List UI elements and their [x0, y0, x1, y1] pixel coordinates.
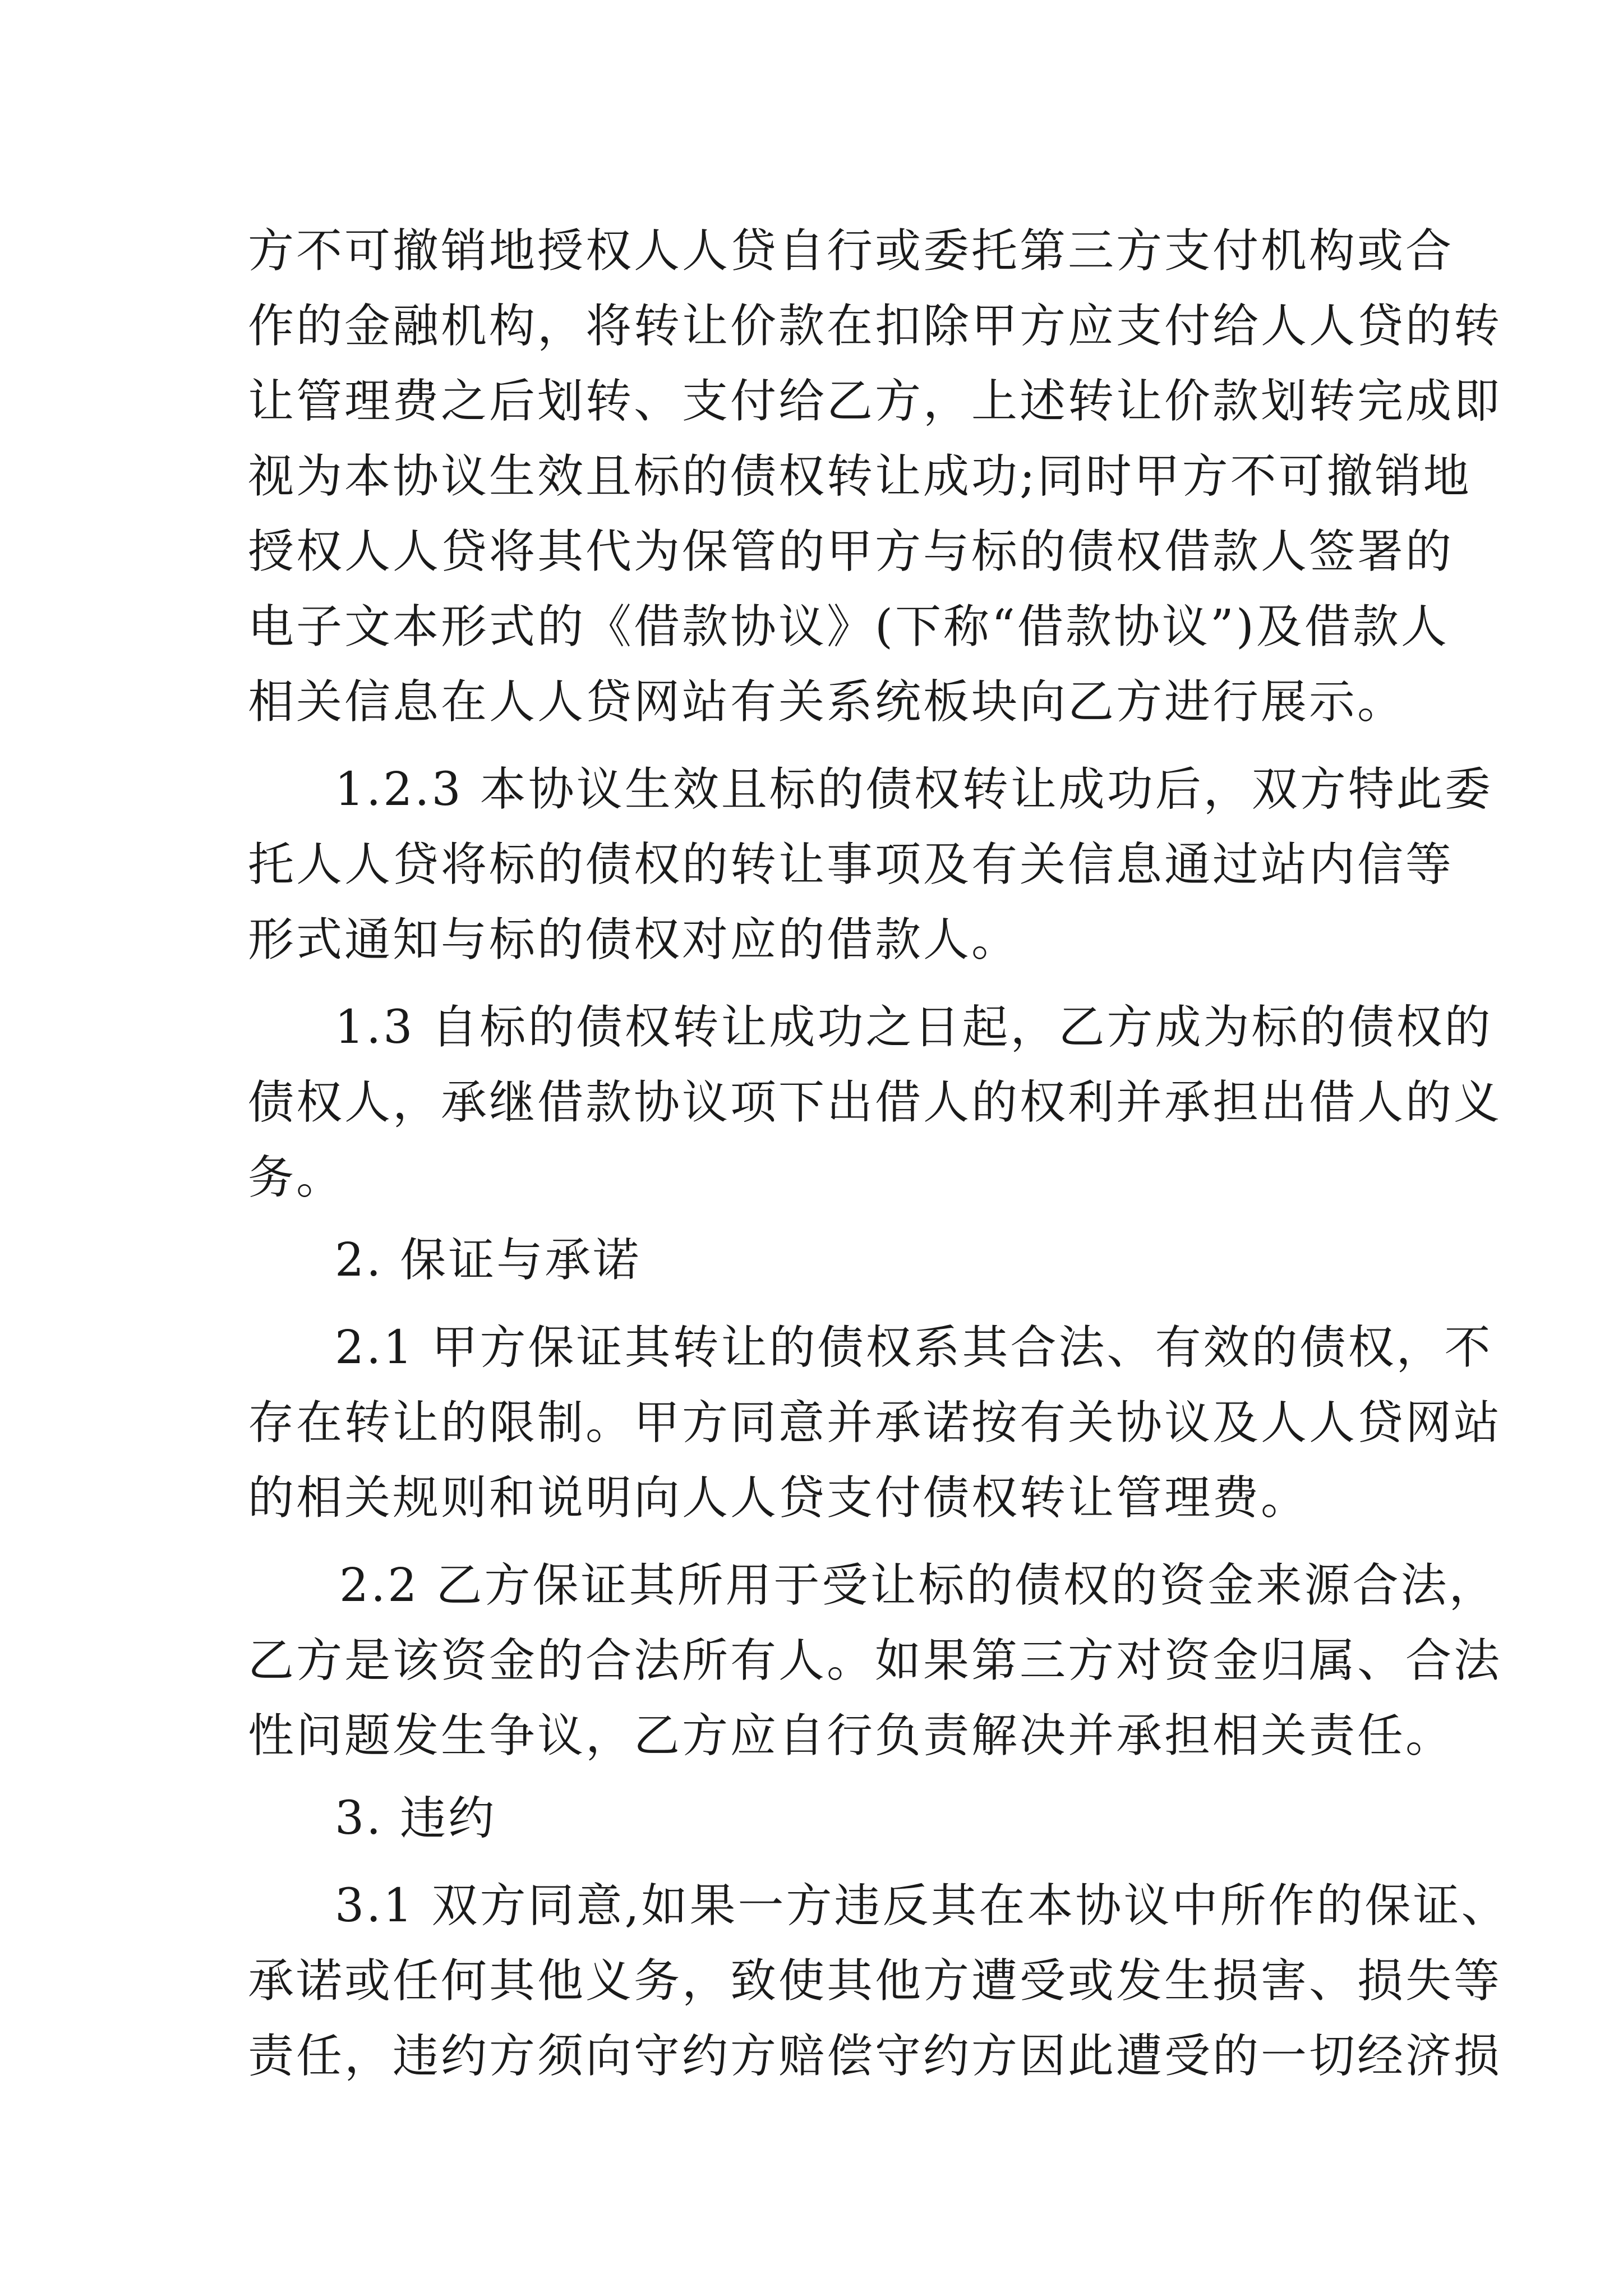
paragraph-line: 性问题发生争议，乙方应自行负责解决并承担相关责任。: [248, 1709, 1454, 1763]
paragraph-line: 让管理费之后划转、支付给乙方，上述转让价款划转完成即: [248, 375, 1502, 428]
section-heading-2: 2. 保证与承诺: [335, 1234, 642, 1287]
paragraph-line: 授权人人贷将其代为保管的甲方与标的债权借款人签署的: [248, 525, 1454, 578]
clause-1-3-first-line: 1.3 自标的债权转让成功之日起，乙方成为标的债权的: [335, 1001, 1493, 1054]
paragraph-line: 承诺或任何其他义务，致使其他方遭受或发生损害、损失等: [248, 1954, 1502, 2008]
paragraph-line: 作的金融机构，将转让价款在扣除甲方应支付给人人贷的转: [248, 300, 1502, 353]
paragraph-line: 责任，违约方须向守约方赔偿守约方因此遭受的一切经济损: [248, 2030, 1502, 2083]
paragraph-line: 务。: [248, 1151, 345, 1204]
section-heading-3: 3. 违约: [335, 1792, 497, 1845]
clause-3-1-first-line: 3.1 双方同意,如果一方违反其在本协议中所作的保证、: [335, 1879, 1510, 1932]
paragraph-line: 债权人，承继借款协议项下出借人的权利并承担出借人的义: [248, 1076, 1502, 1129]
paragraph-line: 视为本协议生效且标的债权转让成功;同时甲方不可撤销地: [248, 450, 1472, 503]
clause-2-1-first-line: 2.1 甲方保证其转让的债权系其合法、有效的债权，不: [335, 1321, 1493, 1374]
paragraph-line: 电子文本形式的《借款协议》(下称“借款协议”)及借款人: [248, 600, 1449, 654]
clause-1-2-3-first-line: 1.2.3 本协议生效且标的债权转让成功后，双方特此委: [335, 763, 1493, 816]
paragraph-line: 形式通知与标的债权对应的借款人。: [248, 913, 1020, 967]
clause-2-2-first-line: 2.2 乙方保证其所用于受让标的债权的资金来源合法，: [339, 1559, 1497, 1612]
paragraph-line: 的相关规则和说明向人人贷支付债权转让管理费。: [248, 1471, 1310, 1525]
paragraph-line: 存在转让的限制。甲方同意并承诺按有关协议及人人贷网站: [248, 1396, 1502, 1450]
paragraph-line: 相关信息在人人贷网站有关系统板块向乙方进行展示。: [248, 675, 1406, 729]
paragraph-line: 托人人贷将标的债权的转让事项及有关信息通过站内信等: [248, 838, 1454, 891]
paragraph-line: 乙方是该资金的合法所有人。如果第三方对资金归属、合法: [248, 1634, 1502, 1687]
paragraph-line: 方不可撤销地授权人人贷自行或委托第三方支付机构或合: [248, 224, 1454, 278]
